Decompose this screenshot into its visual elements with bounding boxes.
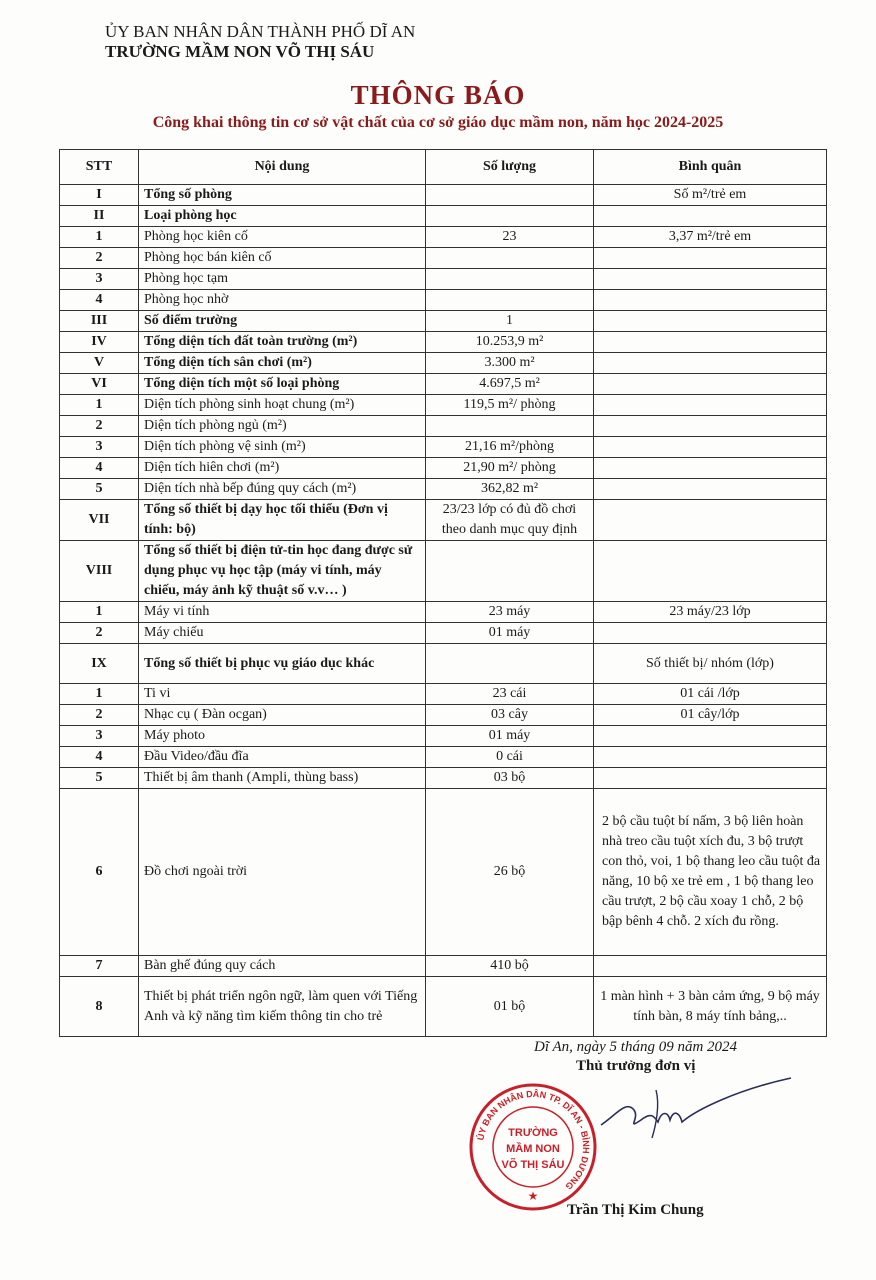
row-content: Diện tích hiên chơi (m²) <box>139 458 426 479</box>
row-content: Thiết bị phát triển ngôn ngữ, làm quen với Tiếng Anh và kỹ năng tìm kiếm thông tin cho trẻ <box>139 977 426 1037</box>
row-stt: V <box>60 353 139 374</box>
table-row <box>60 977 827 1037</box>
row-quantity <box>426 185 594 206</box>
row-stt: 4 <box>60 290 139 311</box>
row-average <box>594 726 827 747</box>
document-subtitle: Công khai thông tin cơ sở vật chất của cơ sở giáo dục mầm non, năm học 2024-2025 <box>152 114 724 131</box>
table-row <box>60 500 827 541</box>
row-average <box>594 541 827 602</box>
row-quantity: 1 <box>426 311 594 332</box>
table-row <box>60 206 827 227</box>
table-row <box>60 644 827 684</box>
row-content: Thiết bị âm thanh (Ampli, thùng bass) <box>139 768 426 789</box>
document-header <box>105 22 415 62</box>
row-stt: 3 <box>60 726 139 747</box>
handwritten-signature <box>596 1070 796 1140</box>
row-average: Số m²/trẻ em <box>594 185 827 206</box>
row-quantity: 26 bộ <box>426 789 594 956</box>
table-row <box>60 227 827 248</box>
row-stt: VII <box>60 500 139 541</box>
table-header-row <box>60 150 827 185</box>
header-quantity: Số lượng <box>426 150 594 185</box>
row-content: Máy chiếu <box>139 623 426 644</box>
row-stt: 7 <box>60 956 139 977</box>
row-content: Bàn ghế đúng quy cách <box>139 956 426 977</box>
row-quantity: 4.697,5 m² <box>426 374 594 395</box>
svg-text:VÕ THỊ SÁU: VÕ THỊ SÁU <box>501 1159 565 1171</box>
table-row <box>60 185 827 206</box>
row-average <box>594 500 827 541</box>
row-content: Tổng diện tích một số loại phòng <box>139 374 426 395</box>
row-stt: 2 <box>60 248 139 269</box>
row-average <box>594 206 827 227</box>
svg-text:MẦM NON: MẦM NON <box>506 1143 560 1155</box>
svg-text:★: ★ <box>527 1189 539 1203</box>
row-content: Diện tích phòng ngủ (m²) <box>139 416 426 437</box>
row-stt: 5 <box>60 768 139 789</box>
table-row <box>60 290 827 311</box>
row-average: 3,37 m²/trẻ em <box>594 227 827 248</box>
table-row <box>60 479 827 500</box>
row-content: Tổng số phòng <box>139 185 426 206</box>
row-quantity: 23/23 lớp có đủ đồ chơi theo danh mục quy định <box>426 500 594 541</box>
row-quantity: 3.300 m² <box>426 353 594 374</box>
row-content: Tổng diện tích đất toàn trường (m²) <box>139 332 426 353</box>
row-content: Số điểm trường <box>139 311 426 332</box>
row-stt: 1 <box>60 684 139 705</box>
row-content: Đầu Video/đầu đĩa <box>139 747 426 768</box>
header-content: Nội dung <box>139 150 426 185</box>
row-stt: 2 <box>60 623 139 644</box>
row-content: Phòng học kiên cố <box>139 227 426 248</box>
row-average: 23 máy/23 lớp <box>594 602 827 623</box>
row-stt: IX <box>60 644 139 684</box>
row-quantity: 23 cái <box>426 684 594 705</box>
row-average: Số thiết bị/ nhóm (lớp) <box>594 644 827 684</box>
row-average <box>594 623 827 644</box>
table-row <box>60 269 827 290</box>
row-quantity: 01 máy <box>426 623 594 644</box>
signing-date: Dĩ An, ngày 5 tháng 09 năm 2024 <box>534 1039 738 1055</box>
row-content: Tổng số thiết bị dạy học tối thiểu (Đơn vị tính: bộ) <box>139 500 426 541</box>
row-content: Diện tích phòng vệ sinh (m²) <box>139 437 426 458</box>
signer-name: Trần Thị Kim Chung <box>567 1202 704 1218</box>
row-content: Đồ chơi ngoài trời <box>139 789 426 956</box>
row-average <box>594 768 827 789</box>
row-quantity: 410 bộ <box>426 956 594 977</box>
row-average <box>594 395 827 416</box>
row-average <box>594 290 827 311</box>
table-row <box>60 789 827 956</box>
table-row <box>60 705 827 726</box>
table-row <box>60 747 827 768</box>
row-quantity: 23 máy <box>426 602 594 623</box>
row-content: Phòng học bán kiên cố <box>139 248 426 269</box>
row-quantity <box>426 541 594 602</box>
row-stt: VIII <box>60 541 139 602</box>
row-quantity: 21,90 m²/ phòng <box>426 458 594 479</box>
table-row <box>60 623 827 644</box>
school-name: TRƯỜNG MẦM NON VÕ THỊ SÁU <box>105 42 375 61</box>
row-average <box>594 479 827 500</box>
table-row <box>60 332 827 353</box>
svg-text:ỦY BAN NHÂN DÂN TP. DĨ AN - BÌ: ỦY BAN NHÂN DÂN TP. DĨ AN - BÌNH DƯƠNG <box>475 1088 592 1192</box>
svg-text:TRƯỜNG: TRƯỜNG <box>508 1127 558 1139</box>
row-quantity <box>426 290 594 311</box>
issuing-authority: ỦY BAN NHÂN DÂN THÀNH PHỐ DĨ AN <box>105 22 416 41</box>
row-quantity: 10.253,9 m² <box>426 332 594 353</box>
row-content: Nhạc cụ ( Đàn ocgan) <box>139 705 426 726</box>
row-content: Tổng số thiết bị phục vụ giáo dục khác <box>139 644 426 684</box>
table-row <box>60 458 827 479</box>
row-quantity <box>426 269 594 290</box>
row-stt: III <box>60 311 139 332</box>
row-average <box>594 311 827 332</box>
row-stt: 1 <box>60 395 139 416</box>
row-average <box>594 458 827 479</box>
row-quantity: 0 cái <box>426 747 594 768</box>
table-row <box>60 353 827 374</box>
row-content: Diện tích phòng sinh hoạt chung (m²) <box>139 395 426 416</box>
row-content: Phòng học tạm <box>139 269 426 290</box>
row-average <box>594 747 827 768</box>
table-row <box>60 541 827 602</box>
document-title: THÔNG BÁO <box>350 80 526 110</box>
row-stt: 8 <box>60 977 139 1037</box>
row-quantity: 03 bộ <box>426 768 594 789</box>
row-average <box>594 248 827 269</box>
row-stt: 4 <box>60 747 139 768</box>
row-content: Phòng học nhờ <box>139 290 426 311</box>
row-quantity: 23 <box>426 227 594 248</box>
table-row <box>60 374 827 395</box>
row-content: Loại phòng học <box>139 206 426 227</box>
table-row <box>60 726 827 747</box>
row-stt: 1 <box>60 602 139 623</box>
row-stt: IV <box>60 332 139 353</box>
row-content: Tổng diện tích sân chơi (m²) <box>139 353 426 374</box>
row-quantity: 03 cây <box>426 705 594 726</box>
row-stt: 5 <box>60 479 139 500</box>
row-average: 01 cái /lớp <box>594 684 827 705</box>
table-row <box>60 437 827 458</box>
row-quantity <box>426 644 594 684</box>
row-average <box>594 353 827 374</box>
table-row <box>60 602 827 623</box>
row-average: 2 bộ cầu tuột bí nấm, 3 bộ liên hoàn nhà treo cầu tuột xích đu, 3 bộ trượt con thỏ, voi, 1 bộ thang leo cầu tuột đa năng, 10 bộ xe trẻ em , 1 bộ thang leo cầu trượt, 2 bộ cầu xoay 1 chỗ, 2 bộ bập bênh 4 chỗ. 2 xích đu rồng. <box>594 789 827 956</box>
row-quantity: 21,16 m²/phòng <box>426 437 594 458</box>
row-quantity <box>426 248 594 269</box>
facilities-table <box>59 149 827 1037</box>
table-body <box>60 185 827 1037</box>
row-stt: 4 <box>60 458 139 479</box>
row-content: Máy vi tính <box>139 602 426 623</box>
row-average <box>594 416 827 437</box>
row-quantity: 01 bộ <box>426 977 594 1037</box>
row-average <box>594 269 827 290</box>
official-stamp <box>468 1082 598 1212</box>
table-row <box>60 684 827 705</box>
table-row <box>60 768 827 789</box>
row-average <box>594 437 827 458</box>
row-quantity <box>426 416 594 437</box>
row-average <box>594 956 827 977</box>
row-content: Tổng số thiết bị điện tử-tin học đang được sử dụng phục vụ học tập (máy vi tính, máy chiếu, máy ảnh kỹ thuật số v.v… ) <box>139 541 426 602</box>
row-stt: 2 <box>60 416 139 437</box>
row-quantity: 01 máy <box>426 726 594 747</box>
row-quantity: 362,82 m² <box>426 479 594 500</box>
table-row <box>60 248 827 269</box>
row-stt: II <box>60 206 139 227</box>
row-stt: 2 <box>60 705 139 726</box>
table-row <box>60 311 827 332</box>
row-content: Ti vi <box>139 684 426 705</box>
row-stt: I <box>60 185 139 206</box>
row-quantity: 119,5 m²/ phòng <box>426 395 594 416</box>
row-average: 1 màn hình + 3 bàn cảm ứng, 9 bộ máy tính bàn, 8 máy tính bảng,.. <box>594 977 827 1037</box>
table-row <box>60 395 827 416</box>
row-stt: 6 <box>60 789 139 956</box>
row-content: Diện tích nhà bếp đúng quy cách (m²) <box>139 479 426 500</box>
header-stt: STT <box>60 150 139 185</box>
row-content: Máy photo <box>139 726 426 747</box>
row-average: 01 cây/lớp <box>594 705 827 726</box>
table-row <box>60 956 827 977</box>
row-quantity <box>426 206 594 227</box>
row-stt: 1 <box>60 227 139 248</box>
row-average <box>594 374 827 395</box>
signer-role: Thủ trưởng đơn vị <box>576 1058 696 1074</box>
row-average <box>594 332 827 353</box>
header-average: Bình quân <box>594 150 827 185</box>
row-stt: VI <box>60 374 139 395</box>
row-stt: 3 <box>60 269 139 290</box>
row-stt: 3 <box>60 437 139 458</box>
table-row <box>60 416 827 437</box>
